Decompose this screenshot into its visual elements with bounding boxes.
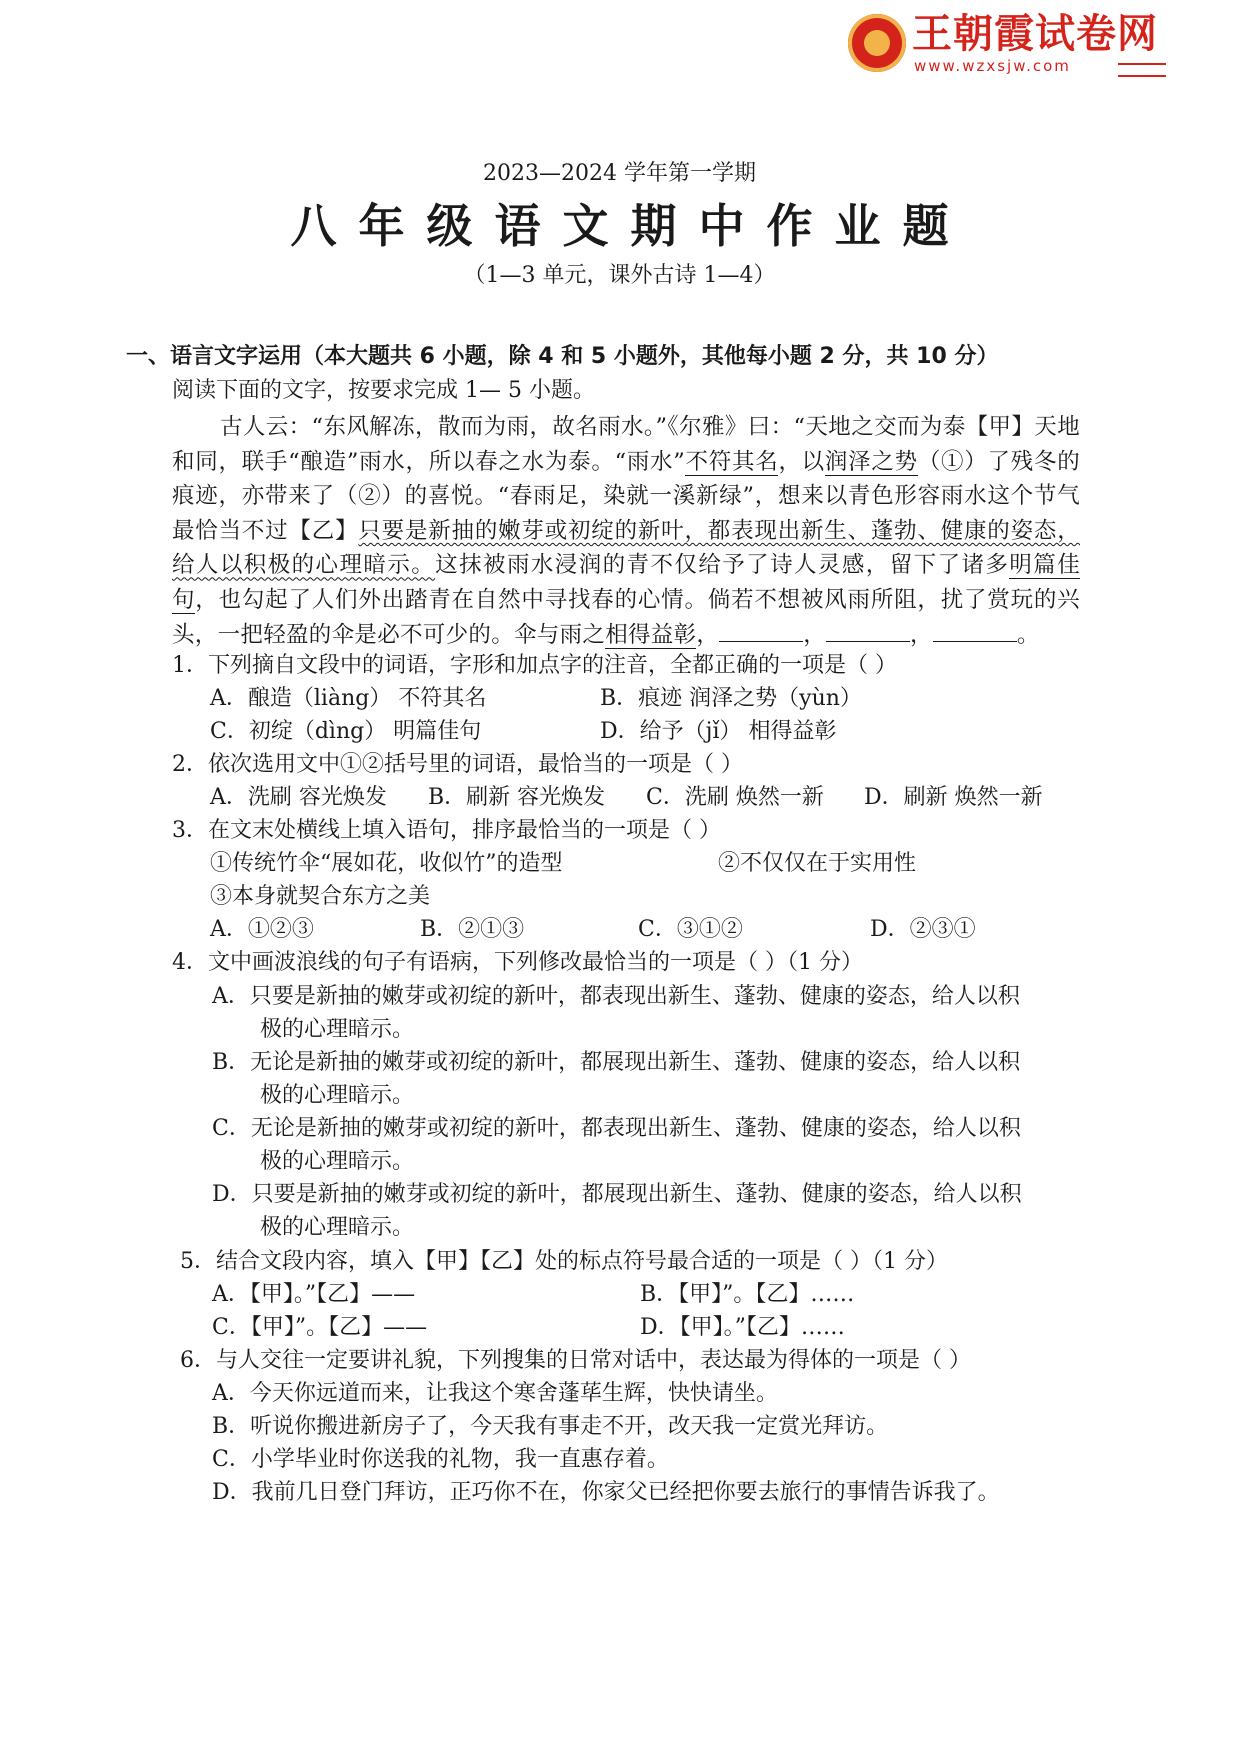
passage-text: ， bbox=[696, 621, 720, 648]
question-3-option-b[interactable]: B．②①③ bbox=[420, 917, 525, 942]
blank-separator: ， bbox=[803, 621, 827, 648]
question-6-option-a[interactable]: A．今天你远道而来，让我这个寒舍蓬荜生辉，快快请坐。 bbox=[212, 1381, 778, 1406]
section-heading: 一、语言文字运用（本大题共 6 小题，除 4 和 5 小题外，其他每小题 2 分，共 10 分） bbox=[126, 344, 999, 369]
passage-text: 古人云：“东风解冻，散而为雨，故名雨水。”《尔雅》曰：“天地之交而为泰【甲】天地和同，联手“ bbox=[172, 414, 1080, 475]
question-3-option-c[interactable]: C．③①② bbox=[638, 917, 743, 942]
seal-center bbox=[864, 30, 890, 56]
underlined-word-xiangdeyizhang: 相得益彰 bbox=[605, 621, 697, 648]
passage-end: 。 bbox=[1016, 621, 1040, 648]
question-4-option-d[interactable] bbox=[212, 1178, 1074, 1244]
underlined-word-mingpianjiaju: 明篇佳句 bbox=[172, 552, 1080, 613]
question-4-option-c[interactable] bbox=[212, 1112, 1074, 1178]
answer-blank-1[interactable] bbox=[719, 618, 803, 642]
option-text: A．只要是新抽的嫩芽或初绽的新叶，都表现出新生、蓬勃、健康的姿态，给人以积 bbox=[212, 984, 1020, 1009]
question-3-stem: 3．在文末处横线上填入语句，排序最恰当的一项是（ ） bbox=[172, 818, 721, 843]
question-2-option-b[interactable]: B．刷新 容光焕发 bbox=[428, 785, 606, 810]
site-url: www.wzxsjw.com bbox=[914, 57, 1071, 75]
option-text: D．只要是新抽的嫩芽或初绽的新叶，都展现出新生、蓬勃、健康的姿态，给人以积 bbox=[212, 1182, 1022, 1207]
option-text-continued: 极的心理暗示。 bbox=[260, 1149, 415, 1174]
section-instruction: 阅读下面的文字，按要求完成 1— 5 小题。 bbox=[172, 378, 595, 403]
question-1-option-c[interactable]: C．初绽（dìng） 明篇佳句 bbox=[210, 719, 482, 744]
site-name: 王朝霞试卷网 bbox=[912, 11, 1158, 57]
question-4-stem: 4．文中画波浪线的句子有语病，下列修改最恰当的一项是（ ）（1 分） bbox=[172, 950, 863, 975]
question-4-option-b[interactable] bbox=[212, 1046, 1074, 1112]
option-text-continued: 极的心理暗示。 bbox=[260, 1083, 415, 1108]
question-5-option-b[interactable]: B．【甲】”。【乙】…… bbox=[640, 1282, 855, 1307]
passage-text: ，也勾起了人们外出踏青在自然中寻找春的心情。倘若不想被风雨所阻，扰了赏玩的兴头，一把轻盈的伞是必不可少的。伞与雨之 bbox=[172, 586, 1080, 648]
question-1-stem: 1．下列摘自文段中的词语，字形和加点字的注音，全都正确的一项是（ ） bbox=[172, 653, 897, 678]
question-1-option-d[interactable]: D．给予（jǐ） 相得益彰 bbox=[600, 719, 837, 744]
seal-icon bbox=[848, 14, 906, 72]
question-3-option-d[interactable]: D．②③① bbox=[870, 917, 976, 942]
reading-passage bbox=[172, 410, 1080, 652]
wavy-underlined-sentence: 只要是新抽的嫩芽或初绽的新叶，都表现出新生、蓬勃、健康的姿态，给人以积极的心理暗示。 bbox=[172, 517, 1080, 579]
option-text: B．无论是新抽的嫩芽或初绽的新叶，都展现出新生、蓬勃、健康的姿态，给人以积 bbox=[212, 1050, 1021, 1075]
question-2-option-d[interactable]: D．刷新 焕然一新 bbox=[864, 785, 1043, 810]
question-6-option-d[interactable]: D．我前几日登门拜访，正巧你不在，你家父已经把你要去旅行的事情告诉我了。 bbox=[212, 1480, 1000, 1505]
question-5-option-c[interactable]: C．【甲】”。【乙】—— bbox=[212, 1315, 428, 1340]
question-3-item-2: ②不仅仅在于实用性 bbox=[718, 851, 917, 876]
question-6-stem: 6．与人交往一定要讲礼貌，下列搜集的日常对话中，表达最为得体的一项是（ ） bbox=[180, 1348, 971, 1373]
question-6-option-c[interactable]: C．小学毕业时你送我的礼物，我一直惠存着。 bbox=[212, 1447, 669, 1472]
question-3-item-1: ①传统竹伞“展如花，收似竹”的造型 bbox=[210, 851, 563, 876]
question-2-option-a[interactable]: A．洗刷 容光焕发 bbox=[210, 785, 387, 810]
answer-blank-3[interactable] bbox=[933, 618, 1017, 642]
question-2-option-c[interactable]: C．洗刷 焕然一新 bbox=[646, 785, 824, 810]
exam-title: 八年级语文期中作业题 bbox=[290, 199, 971, 253]
question-5-stem: 5．结合文段内容，填入【甲】【乙】处的标点符号最合适的一项是（ ）（1 分） bbox=[180, 1249, 948, 1274]
question-5-option-a[interactable]: A．【甲】。”【乙】—— bbox=[212, 1282, 416, 1307]
option-text-continued: 极的心理暗示。 bbox=[260, 1017, 415, 1042]
blank-separator: ， bbox=[910, 621, 933, 648]
passage-text: ，以 bbox=[778, 448, 825, 475]
passage-text: （①）了残冬的痕迹，亦带来了（②）的喜悦。“春雨足，染就一溪新绿”，想来以青色形容雨水这个节气最恰当不过【乙】 bbox=[172, 448, 1080, 544]
term-label: 2023—2024 学年第一学期 bbox=[483, 161, 756, 186]
answer-blank-2[interactable] bbox=[826, 618, 910, 642]
question-3-option-a[interactable]: A．①②③ bbox=[210, 917, 314, 942]
option-text-continued: 极的心理暗示。 bbox=[260, 1215, 415, 1240]
question-1-option-a[interactable]: A．酿造（liàng） 不符其名 bbox=[210, 686, 487, 711]
question-4-option-a[interactable] bbox=[212, 980, 1074, 1046]
passage-text: ”雨水，所以春之水为泰。“雨水” bbox=[346, 448, 686, 475]
question-3-item-3: ③本身就契合东方之美 bbox=[210, 884, 431, 909]
passage-text: 这抹被雨水浸润的青不仅给予了诗人灵感，留下了诸多 bbox=[435, 552, 1010, 579]
question-6-option-b[interactable]: B．听说你搬进新房子了，今天我有事走不开，改天我一定赏光拜访。 bbox=[212, 1414, 889, 1439]
option-text: C．无论是新抽的嫩芽或初绽的新叶，都表现出新生、蓬勃、健康的姿态，给人以积 bbox=[212, 1116, 1021, 1141]
question-1-option-b[interactable]: B．痕迹 润泽之势（yùn） bbox=[600, 686, 862, 711]
logo-decoration-lines bbox=[1118, 63, 1166, 77]
exam-scope: （1—3 单元，课外古诗 1—4） bbox=[463, 263, 776, 288]
question-5-option-d[interactable]: D．【甲】。”【乙】…… bbox=[640, 1315, 845, 1340]
underlined-word-runzezhishi: 润泽之势 bbox=[824, 448, 918, 475]
question-2-stem: 2．依次选用文中①②括号里的词语，最恰当的一项是（ ） bbox=[172, 752, 743, 777]
underlined-word-bufuqiming: 不符其名 bbox=[685, 448, 779, 475]
dotted-word-niangzao: 酿造 bbox=[299, 448, 347, 475]
site-watermark bbox=[848, 10, 1166, 76]
